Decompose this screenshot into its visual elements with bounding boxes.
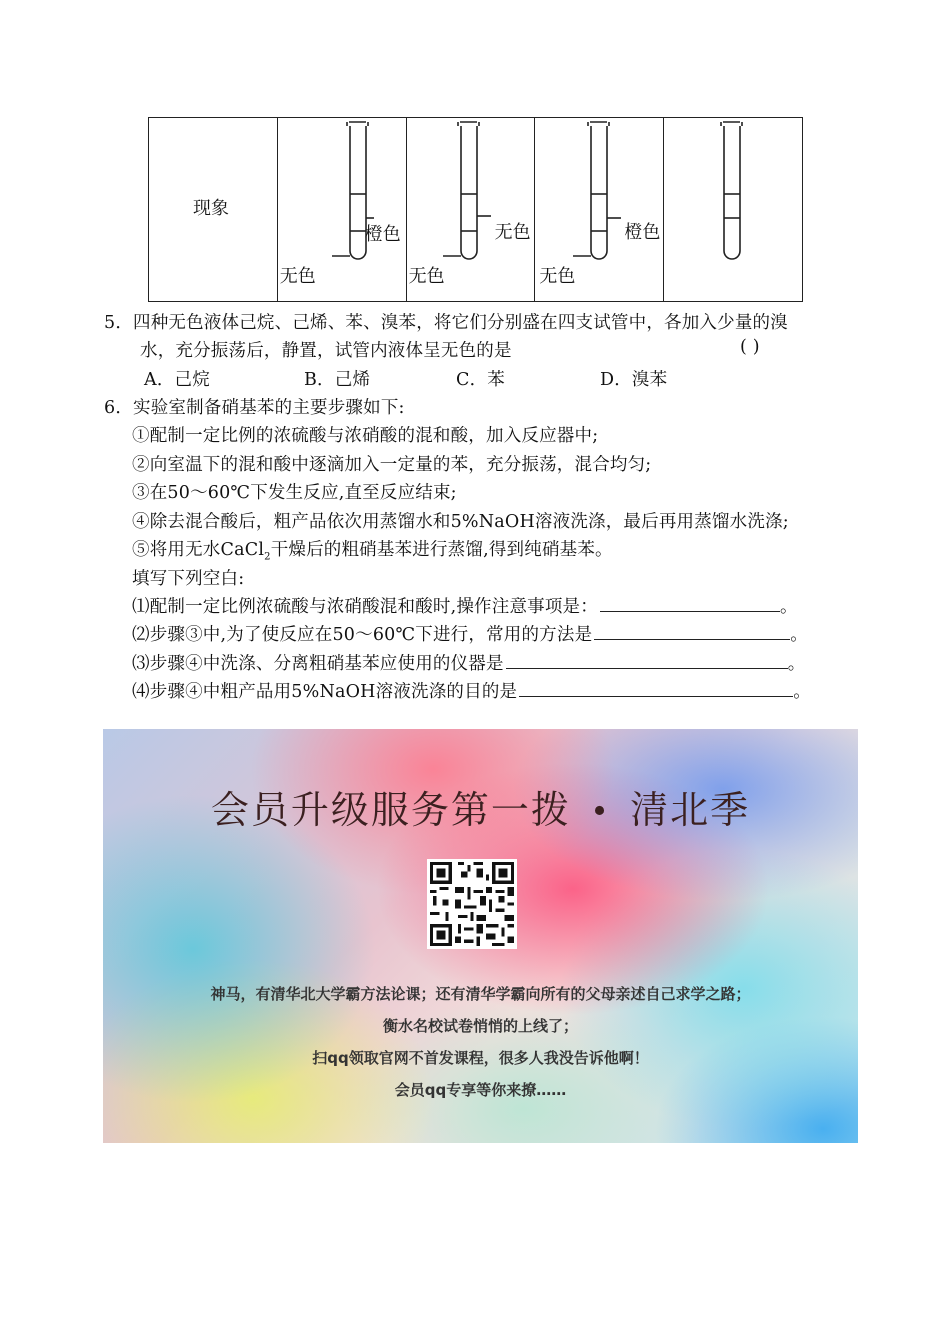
tube-3-lower-label: 无色 (539, 266, 576, 287)
q6-intro: 6．实验室制备硝基苯的主要步骤如下: (104, 398, 405, 418)
test-tube-cell-4 (663, 118, 802, 301)
q6-sub-1 (132, 593, 798, 618)
qr-code-icon[interactable] (427, 859, 517, 949)
q6-step-1: ①配制一定比例的浓硫酸与浓硝酸的混和酸，加入反应器中; (132, 426, 599, 446)
tube-1-lower-label: 无色 (279, 266, 316, 287)
end-mark: 。 (787, 654, 806, 674)
q5-option-a: A．己烷 (144, 370, 210, 390)
banner-title-left: 会员升级服务第一拨 (210, 790, 571, 832)
table-header-cell (149, 118, 277, 301)
banner-title-right: 清北季 (630, 790, 751, 832)
test-tube-icon (664, 118, 803, 303)
q6-step-3: ③在50～60℃下发生反应,直至反应结束; (132, 483, 457, 503)
q6-step-5 (132, 536, 613, 563)
tube-1-upper-label: 橙色 (364, 224, 401, 245)
q6-sub-3-text: ⑶步骤④中洗涤、分离粗硝基苯应使用的仪器是 (132, 654, 504, 674)
q6-fill-intro: 填写下列空白: (132, 569, 245, 589)
banner-line-4: 会员qq专享等你来撩…… (394, 1081, 567, 1099)
end-mark: 。 (790, 625, 808, 645)
test-tube-cell-3 (534, 118, 663, 301)
q5-line-1: 5．四种无色液体己烷、己烯、苯、溴苯，将它们分别盛在四支试管中，各加入少量的溴 (104, 313, 788, 333)
q5-line-2: 水，充分振荡后，静置，试管内液体呈无色的是 (140, 341, 512, 361)
banner-line-2: 衡水名校试卷悄悄的上线了； (382, 1017, 578, 1035)
q5-option-b: B．己烯 (304, 370, 371, 390)
q6-sub-3 (132, 650, 805, 675)
observation-table (148, 117, 803, 302)
q5-answer-bracket: ( ) (740, 337, 760, 357)
table-header-label: 现象 (193, 198, 229, 219)
q5-option-c: C．苯 (456, 370, 505, 390)
answer-blank[interactable] (506, 651, 788, 669)
end-mark: 。 (793, 682, 811, 702)
end-mark: 。 (779, 597, 798, 617)
q6-step-5-text: ⑤将用无水CaCl (132, 540, 265, 560)
answer-blank[interactable] (519, 679, 793, 697)
test-tube-cell-1 (277, 118, 406, 301)
answer-blank[interactable] (600, 594, 780, 612)
tube-3-upper-label: 橙色 (624, 222, 661, 243)
q6-step-4: ④除去混合酸后，粗产品依次用蒸馏水和5%NaOH溶液洗涤，最后再用蒸馏水洗涤; (132, 512, 789, 532)
banner-line-1: 神马，有清华北大学霸方法论课；还有清华学霸向所有的父母亲述自己求学之路； (210, 985, 751, 1003)
q6-sub-2 (132, 621, 808, 646)
q5-option-d: D．溴苯 (600, 370, 668, 390)
banner-title (103, 779, 858, 834)
q6-sub-4-text: ⑷步骤④中粗产品用5%NaOH溶液洗涤的目的是 (132, 682, 518, 702)
q6-sub-1-text: ⑴配制一定比例浓硫酸与浓硝酸混和酸时,操作注意事项是： (132, 597, 598, 617)
tube-2-lower-label: 无色 (408, 266, 445, 287)
promo-banner[interactable] (103, 729, 858, 1143)
q6-step-2: ②向室温下的混和酸中逐滴加入一定量的苯，充分振荡，混合均匀; (132, 455, 652, 475)
q6-step-5-subscript: 2 (264, 551, 271, 563)
banner-title-separator: • (592, 790, 609, 832)
banner-line-3: 扫qq领取官网不首发课程，很多人我没告诉他啊！ (312, 1049, 649, 1067)
q6-sub-2-text: ⑵步骤③中,为了使反应在50～60℃下进行，常用的方法是 (132, 625, 593, 645)
test-tube-cell-2 (406, 118, 535, 301)
q6-sub-4 (132, 678, 811, 703)
q6-step-5-text-end: 干燥后的粗硝基苯进行蒸馏,得到纯硝基苯。 (270, 540, 613, 560)
answer-blank[interactable] (594, 622, 790, 640)
tube-2-upper-label: 无色 (494, 222, 531, 243)
